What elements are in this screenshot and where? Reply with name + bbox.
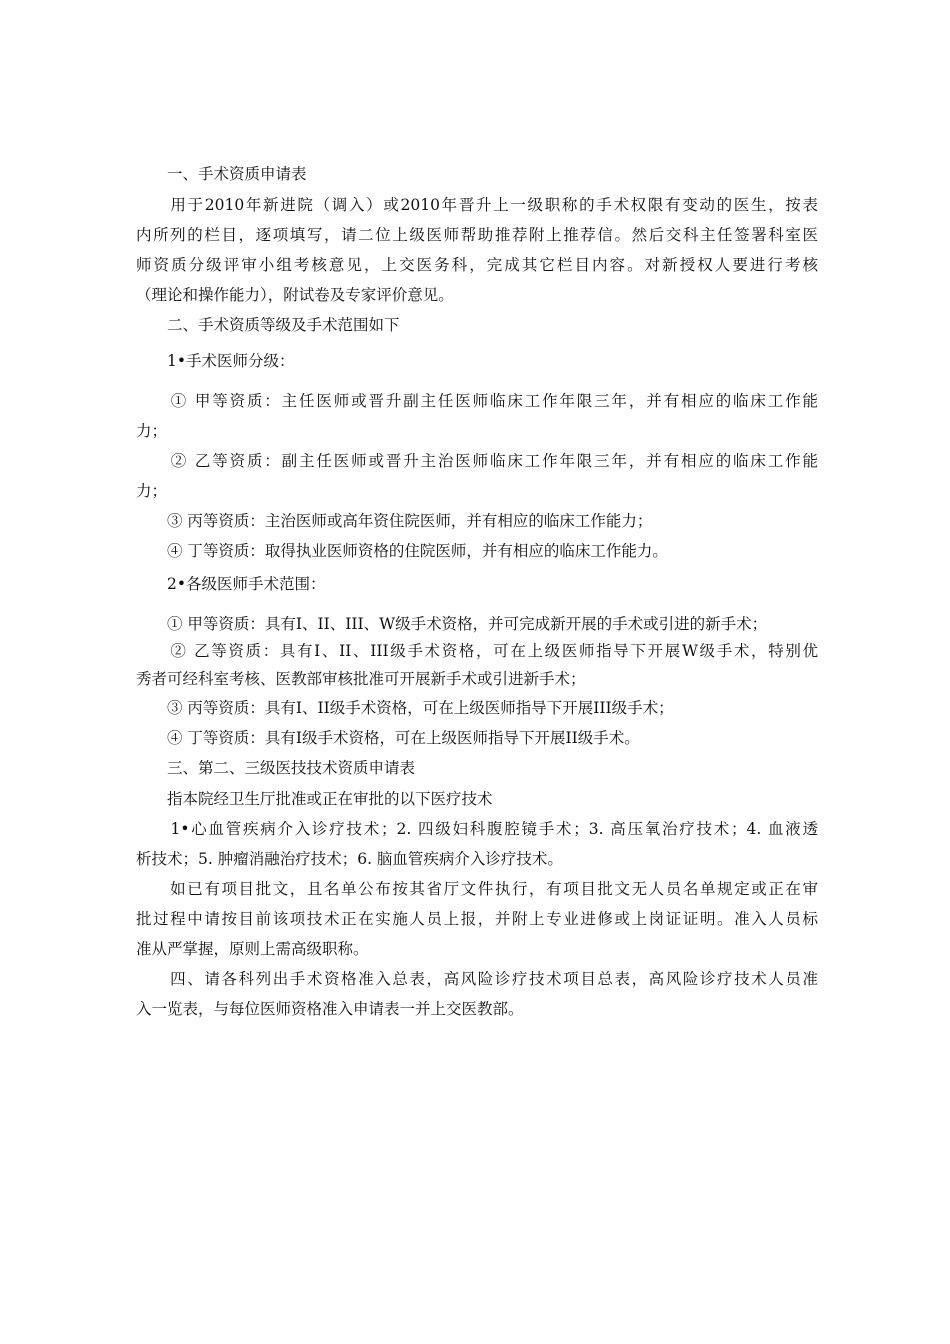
paragraph-line: 准从严掌握，原则上需高级职称。	[136, 940, 369, 958]
list-item: ③ 丙等资质：具有I、II级手术资格，可在上级医师指导下开展III级手术；	[136, 699, 674, 717]
paragraph-line: 入一览表，与每位医师资格准入申请表一并上交医教部。	[136, 1000, 524, 1018]
section-heading-3: 三、第二、三级医技技术资质申请表	[136, 759, 416, 777]
list-item: 力；	[136, 482, 168, 500]
section-heading-4: 四、请各科列出手术资格准入总表，高风险诊疗技术项目总表，高风险诊疗技术人员准	[136, 970, 818, 988]
list-item: 力；	[136, 422, 168, 440]
section-heading-2: 二、手术资质等级及手术范围如下	[136, 316, 400, 334]
paragraph-line: 内所列的栏目，逐项填写，请二位上级医师帮助推荐附上推荐信。然后交科主任签署科室医	[136, 226, 818, 244]
list-item: ④ 丁等资质：具有I级手术资格，可在上级医师指导下开展II级手术。	[136, 729, 640, 747]
list-item: 秀者可经科室考核、医教部审核批准可开展新手术或引进新手术；	[136, 670, 586, 688]
paragraph-line: 如已有项目批文，且名单公布按其省厅文件执行，有项目批文无人员名单规定或正在审	[136, 880, 818, 898]
list-item: ④ 丁等资质：取得执业医师资格的住院医师，并有相应的临床工作能力。	[136, 542, 668, 560]
paragraph-line: 师资质分级评审小组考核意见，上交医务科，完成其它栏目内容。对新授权人要进行考核	[136, 256, 818, 274]
section-heading-1: 一、手术资质申请表	[136, 165, 307, 183]
list-item: ② 乙等资质：副主任医师或晋升主治医师临床工作年限三年，并有相应的临床工作能	[136, 452, 818, 470]
list-item: ① 甲等资质：具有I、II、III、W级手术资格，并可完成新开展的手术或引进的新手术；	[136, 615, 768, 633]
list-item: ② 乙等资质：具有I、II、III级手术资格，可在上级医师指导下开展W级手术，特别优	[136, 642, 818, 660]
subsection-heading: 1•手术医师分级：	[136, 352, 295, 370]
paragraph-line: 指本院经卫生厅批准或正在审批的以下医疗技术	[136, 790, 493, 808]
paragraph-line: 析技术；5. 肿瘤消融治疗技术；6. 脑血管疾病介入诊疗技术。	[136, 850, 563, 868]
paragraph-line: 批过程中请按目前该项技术正在实施人员上报，并附上专业进修或上岗证证明。准入人员标	[136, 910, 818, 928]
paragraph-line: （理论和操作能力），附试卷及专家评价意见。	[136, 286, 454, 304]
list-item: ① 甲等资质：主任医师或晋升副主任医师临床工作年限三年，并有相应的临床工作能	[136, 392, 818, 410]
list-item: ③ 丙等资质：主治医师或高年资住院医师，并有相应的临床工作能力；	[136, 512, 653, 530]
subsection-heading: 2•各级医师手术范围：	[136, 575, 326, 593]
paragraph-line: 1•心血管疾病介入诊疗技术；2. 四级妇科腹腔镜手术；3. 高压氧治疗技术；4. 血液透	[136, 820, 818, 838]
paragraph-line: 用于2010年新进院（调入）或2010年晋升上一级职称的手术权限有变动的医生，按表	[136, 196, 818, 214]
